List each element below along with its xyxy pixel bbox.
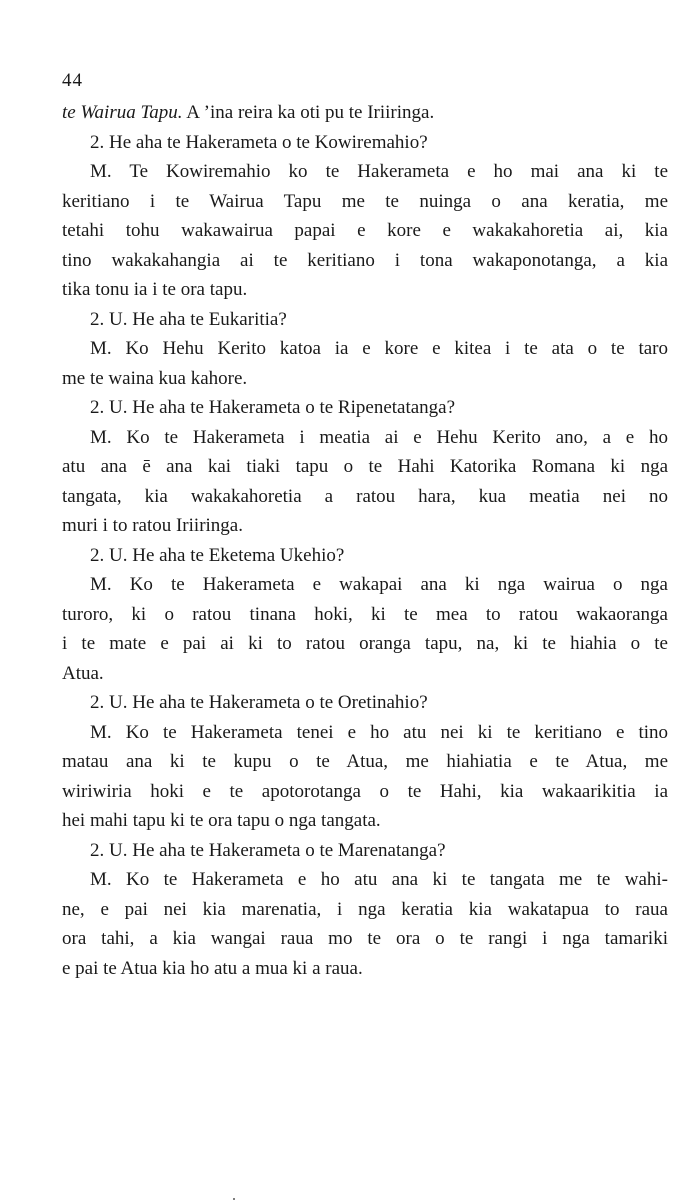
- text-line: tika tonu ia i te ora tapu.: [62, 279, 248, 300]
- text-line: atu ana ē ana kai tiaki tapu o te Hahi Katorika Romana ki nga: [62, 456, 668, 477]
- text-line: i te mate e pai ai ki to ratou oranga tapu, na, ki te hiahia o te: [62, 633, 668, 654]
- answer-line: M. Te Kowiremahio ko te Hakerameta e ho mai ana ki te: [90, 161, 668, 182]
- answer-line: M. Ko te Hakerameta e ho atu ana ki te tangata me te wahi-: [90, 869, 668, 890]
- text-line: wiriwiria hoki e te apotorotanga o te Hahi, kia wakaarikitia ia: [62, 780, 668, 802]
- text-line: me te waina kua kahore.: [62, 367, 248, 389]
- text-line: matau ana ki te kupu o te Atua, me hiahiatia e te Atua, me: [62, 751, 668, 772]
- text-line: tino wakakahangia ai te keritiano i tona wakaponotanga, a kia: [62, 249, 668, 271]
- text-line: tetahi tohu wakawairua papai e kore e wakakahoretia ai, kia: [62, 220, 668, 241]
- italic-phrase: te Wairua Tapu.: [62, 102, 183, 123]
- answer-line: M. Ko te Hakerameta e wakapai ana ki nga wairua o nga: [90, 574, 668, 595]
- text-line: e pai te Atua kia ho atu a mua ki a raua.: [62, 957, 363, 979]
- text-line: ora tahi, a kia wangai raua mo te ora o te rangi i nga tamariki: [62, 928, 668, 949]
- text-line: ne, e pai nei kia marenatia, i nga keratia kia wakatapua to raua: [62, 898, 668, 920]
- body-text: [62, 98, 668, 983]
- paper-speck: [233, 1198, 235, 1200]
- page-number: 44: [62, 70, 83, 91]
- text-line: Atua.: [62, 662, 104, 684]
- text-line: hei mahi tapu ki te ora tapu o nga tangata.: [62, 810, 381, 831]
- question-line: 2. He aha te Hakerameta o te Kowiremahio?: [90, 131, 428, 153]
- answer-line: M. Ko Hehu Kerito katoa ia e kore e kitea i te ata o te taro: [90, 338, 668, 359]
- text-line: tangata, kia wakakahoretia a ratou hara, kua meatia nei no: [62, 485, 668, 507]
- text-line: turoro, ki o ratou tinana hoki, ki te mea to ratou wakaoranga: [62, 603, 668, 625]
- line-rest: A ’ina reira ka oti pu te Iriiringa.: [182, 102, 435, 123]
- question-line: 2. U. He aha te Hakerameta o te Marenatanga?: [90, 839, 446, 861]
- text-line-1: [62, 98, 668, 128]
- answer-line: M. Ko te Hakerameta tenei e ho atu nei ki te keritiano e tino: [90, 721, 668, 743]
- answer-line: M. Ko te Hakerameta i meatia ai e Hehu Kerito ano, a e ho: [90, 426, 668, 448]
- question-line: 2. U. He aha te Eukaritia?: [90, 308, 287, 330]
- text-line: keritiano i te Wairua Tapu me te nuinga o ana keratia, me: [62, 190, 668, 212]
- question-line: 2. U. He aha te Hakerameta o te Ripenetatanga?: [90, 397, 456, 418]
- question-line: 2. U. He aha te Hakerameta o te Oretinahio?: [90, 692, 428, 713]
- question-line: 2. U. He aha te Eketema Ukehio?: [90, 544, 345, 566]
- text-line: muri i to ratou Iriiringa.: [62, 515, 243, 536]
